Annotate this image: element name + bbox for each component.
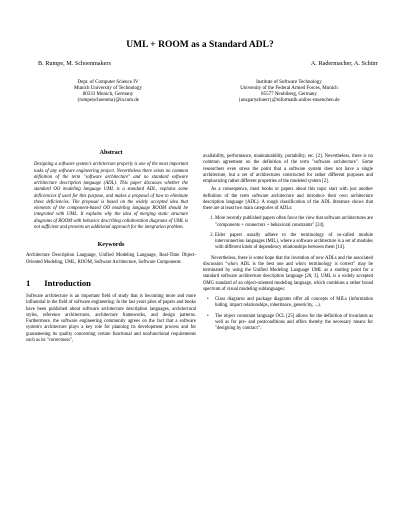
affiliation-right [204,80,374,104]
affiliation-line: Institute of Software Technology [256,80,322,85]
affiliation-left [23,80,193,104]
list-item: 2. Elder papers usually adhere to the terminology of so-called module interconnection languages (MIL), where a software architecture is a set of modules with different kinds of dependency relationships between them [14]. [215,233,373,252]
section-heading [26,277,196,288]
body-paragraph-2: As a consequence, most books or papers about this topic start with just another definition of the term software architecture and introduce their own architecture description language (ADL). A rough classification of the ADL literature shows that there are at least two main categories of ADLs: [203,187,373,211]
affiliation-line: 85577 Neubiberg, Germany [261,92,317,98]
abstract-heading: Abstract [99,149,123,156]
paper-title: UML + ROOM as a Standard ADL? [126,40,274,50]
authors-right: A. Radermacher, A. Schürr [310,60,378,67]
bullet-item: • Class diagrams and package diagrams offer all concepts of MILs (information hiding, import relationships, inheritance, genericity, ...). [215,297,373,310]
affiliation-line: Munich University of Technology [73,86,143,92]
intro-paragraph: Software architecture is an important field of study that is becoming more and more influential in the field of software engineering. In the last years piles of papers and books have been published about software architecture description languages, architectural styles, reference architectures, architecture frameworks, and design patterns. Furthermore, the software engineering community agrees on the fact that a software system's architecture plays a key role for planning its development process and for guaranteeing its quality concerning certain functional and nonfunctional requirements such as its "correctness", [26,294,196,343]
affiliation-email: {ansgar|schuerr}@informatik.unibw-muenchen.de [238,98,340,104]
authors-left: B. Rumpe, M. Schoenmakers [38,60,111,67]
affiliation-line: 80333 Munich, Germany [82,92,134,98]
author-line [38,60,378,67]
section-title: Introduction [44,277,91,288]
adl-categories-list [203,216,373,251]
affiliation-line: University of the Federal Armed Forces, Munich [240,86,338,92]
keywords-heading: Keywords [97,241,125,248]
keywords-text: Architecture Description Language, Unified Modeling Language, Real-Time Object-Oriented Modeling, UML, ROOM, Software Architecture, Software Components [26,253,196,265]
uml-sublanguages-list [203,297,373,332]
bullet-item: • The object constraint language OCL [25] allows for the definition of invariants as well as for pre- and postconditions and offers thereby the necessary means for "designing by contract". [215,314,373,333]
left-column [26,150,196,344]
right-column [203,154,373,336]
abstract-text: Designing a software system's architecture properly is one of the most important tasks of any software engineering project. Nevertheless there exists no common definition of the term "software architecture" and no standard software architecture description language (ADL). This paper discusses whether the standard OO modeling language UML is a standard ADL, explains some deficiencies if used for this purpose, and makes a proposal of how to eliminate these deficiencies. The proposal is based on the widely accepted idea that elements of the component-based OO modeling language ROOM should be integrated with UML. It explains why the idea of merging static structure diagrams of ROOM with behavior describing collaboration diagrams of UML is not sufficient and presents an additional approach for the integration problem. [34,162,188,230]
affiliation-email: {rumpe|schoenma}@in.tum.de [76,98,140,104]
body-paragraph-3: Nevertheless, there is some hope that the invention of new ADLs and the associated discussion "who's ADL is the best one and who's terminology is correct" may be terminated by using the Unified Modeling Language UML as a starting point for a standard software architecture description language [20, 3]. UML is a widely accepted OMG standard of an object-oriented modeling language, which combines a rather broad spectrum of visual modeling sublanguages: [203,255,373,292]
list-item: 1. More recently published papers often favor the view that software architectures are "components + connectors + behavioral constraints" [24]. [215,216,373,229]
body-paragraph-1: availability, performance, maintainability, portability, etc. [2]. Nevertheless, there is no common agreement on the definition of the term "software architecture". Some researchers even stress the point that a software system does not have a single architecture, but a set of architectures constructed for rather different purposes and emphasizing rather different properties of the modeled system [2]. [203,154,373,184]
section-number: 1 [26,277,31,288]
affiliation-line: Dept. of Computer Science IV [77,80,139,85]
